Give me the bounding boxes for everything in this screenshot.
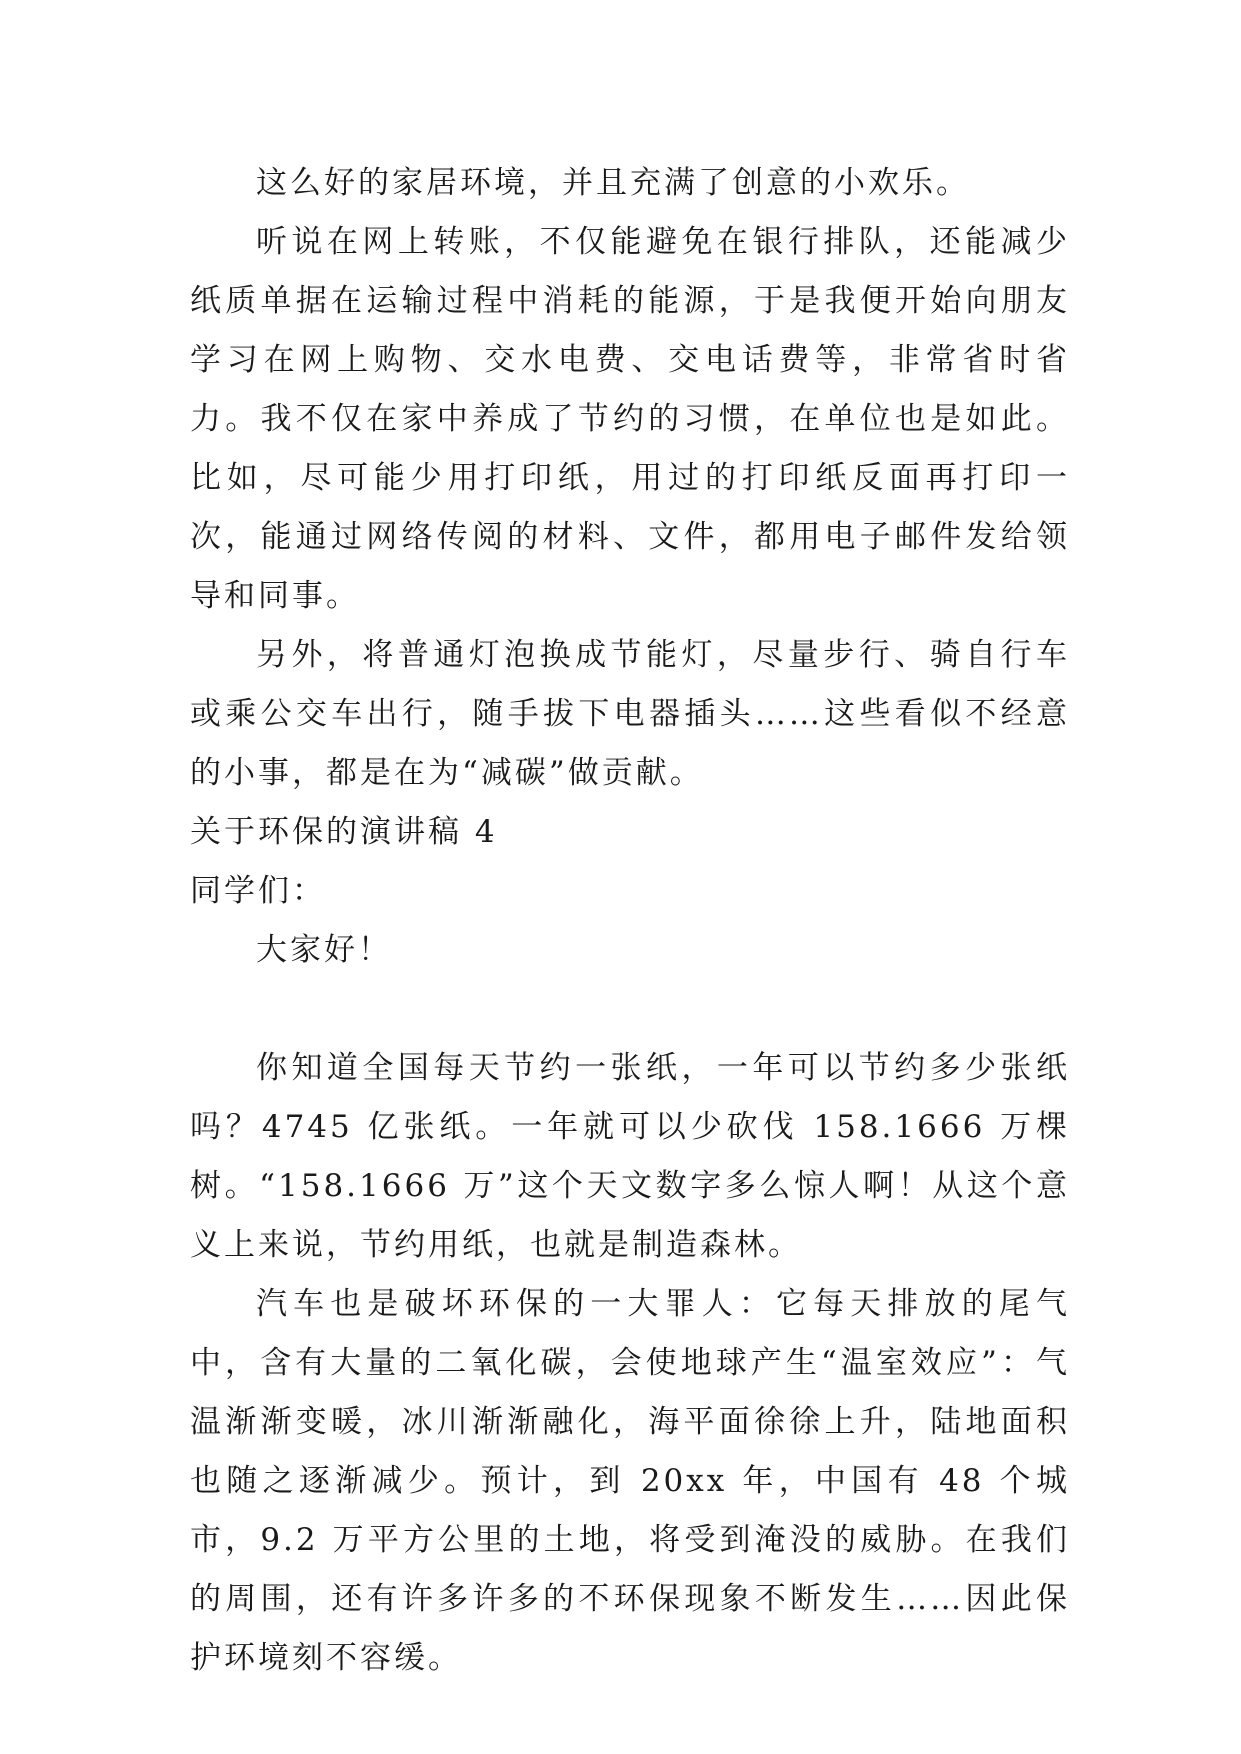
paragraph-5: 汽车也是破坏环保的一大罪人：它每天排放的尾气中，含有大量的二氧化碳，会使地球产生“温室效应”：气温渐渐变暖，冰川渐渐融化，海平面徐徐上升，陆地面积也随之逐渐减少。预计，到 20xx 年，中国有 48 个城市，9.2 万平方公里的土地，将受到淹没的威胁。在我们的周围，还有许多许多的不环保现象不断发生……因此保护环境刻不容缓。 xyxy=(190,1286,1070,1676)
document-body xyxy=(190,154,1070,1688)
paragraph-3: 另外，将普通灯泡换成节能灯，尽量步行、骑自行车或乘公交车出行，随手拔下电器插头……这些看似不经意的小事，都是在为“减碳”做贡献。 xyxy=(190,637,1070,791)
paragraph-2: 听说在网上转账，不仅能避免在银行排队，还能减少纸质单据在运输过程中消耗的能源，于是我便开始向朋友学习在网上购物、交水电费、交电话费等，非常省时省力。我不仅在家中养成了节约的习惯，在单位也是如此。比如，尽可能少用打印纸，用过的打印纸反面再打印一次，能通过网络传阅的材料、文件，都用电子邮件发给领导和同事。 xyxy=(190,224,1070,614)
greeting: 大家好！ xyxy=(256,932,392,968)
section-title: 关于环保的演讲稿 4 xyxy=(190,814,498,850)
salutation: 同学们： xyxy=(190,873,326,909)
blank-line xyxy=(190,980,1070,1039)
paragraph-4: 你知道全国每天节约一张纸，一年可以节约多少张纸吗？4745 亿张纸。一年就可以少砍伐 158.1666 万棵树。“158.1666 万”这个天文数字多么惊人啊！从这个意义上来说，节约用纸，也就是制造森林。 xyxy=(190,1050,1070,1263)
paragraph-1: 这么好的家居环境，并且充满了创意的小欢乐。 xyxy=(256,165,970,201)
